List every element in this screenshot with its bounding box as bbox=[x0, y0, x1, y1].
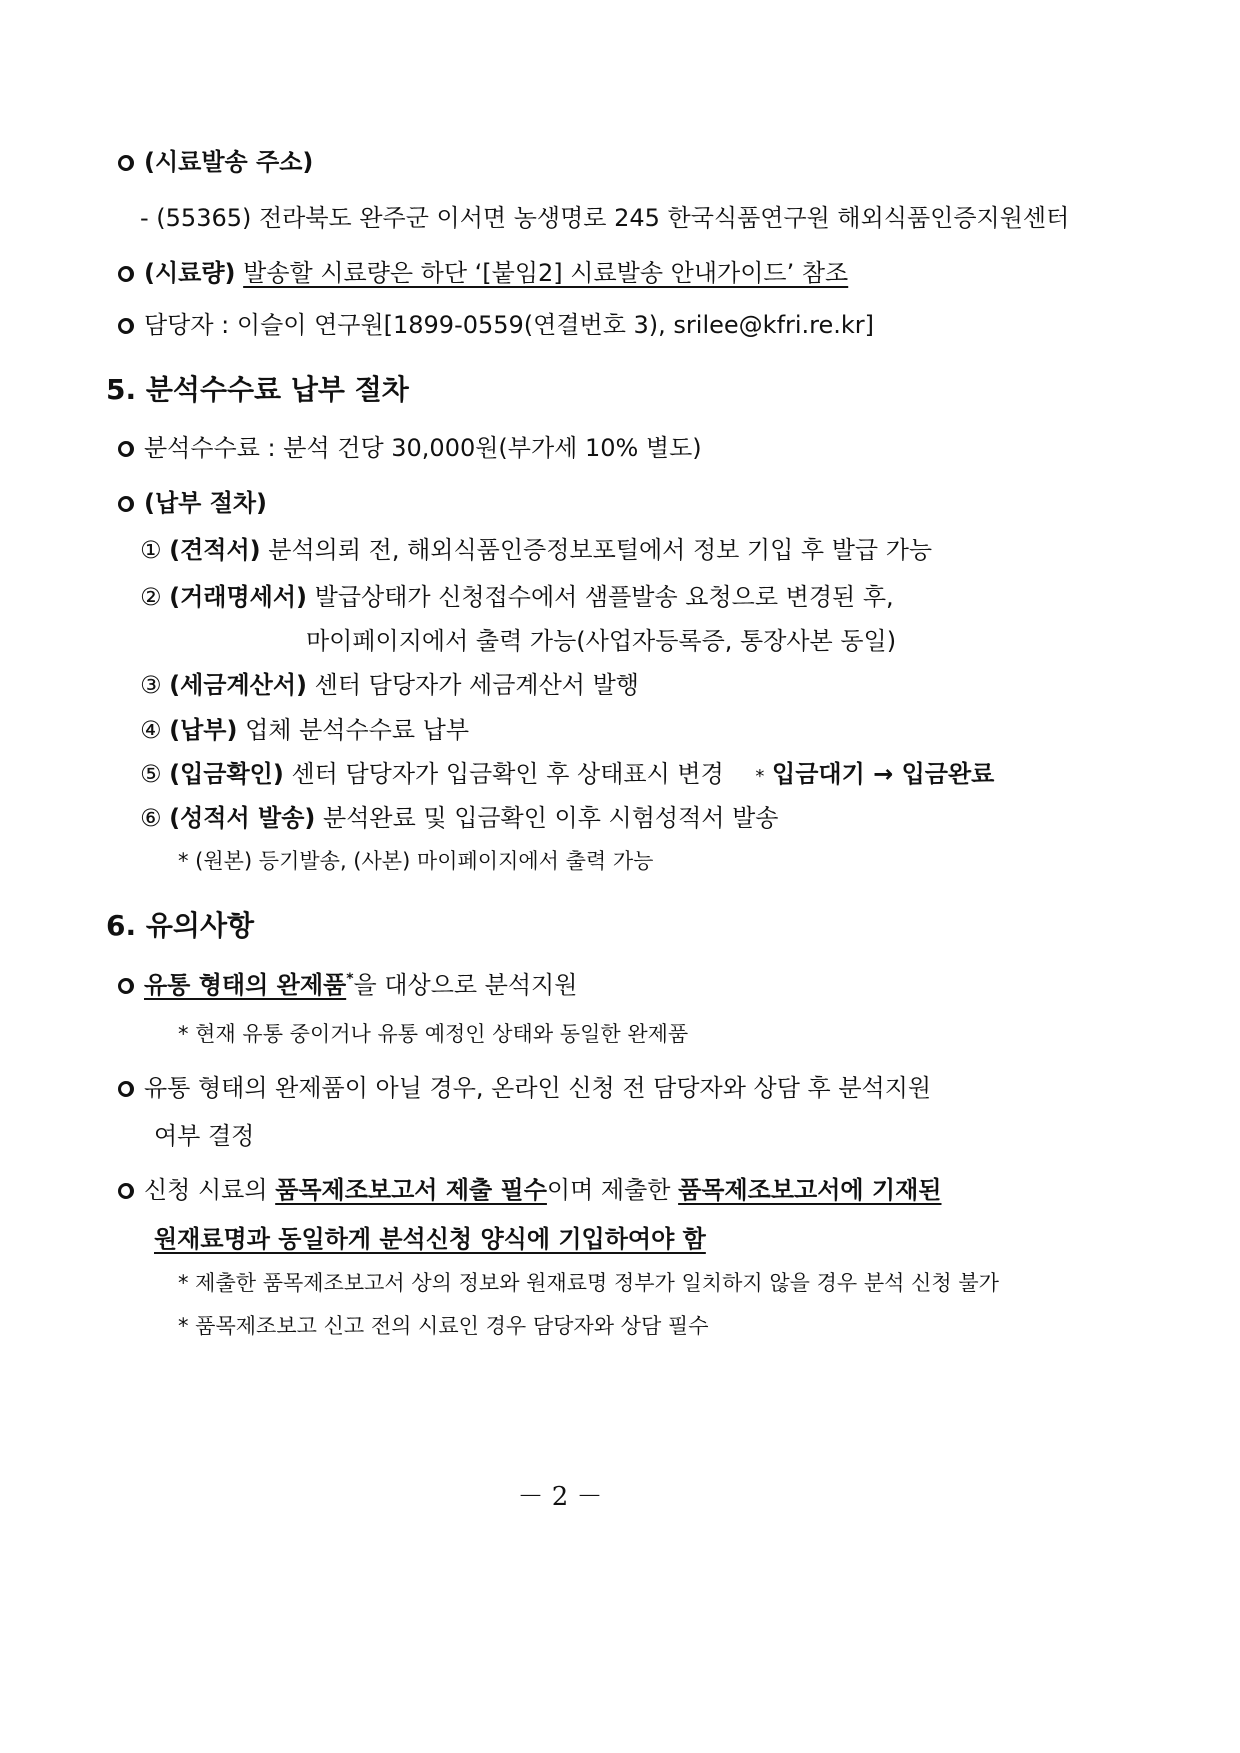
procedure-item bbox=[118, 483, 267, 518]
circle-bullet-icon bbox=[118, 441, 134, 457]
step-label: (납부) bbox=[169, 716, 238, 744]
circle-bullet-icon bbox=[118, 1081, 134, 1097]
sample-amount-label: (시료량) bbox=[144, 259, 236, 287]
step-number: ① bbox=[140, 536, 162, 564]
circle-bullet-icon bbox=[118, 155, 134, 171]
caution-item-3 bbox=[118, 1170, 942, 1205]
form-entry-emphasis: 원재료명과 동일하게 분석신청 양식에 기입하여야 함 bbox=[154, 1225, 706, 1253]
circle-bullet-icon bbox=[118, 266, 134, 282]
step-label: (견적서) bbox=[169, 536, 261, 564]
step-1 bbox=[140, 530, 932, 565]
status-change-note: 입금대기 → 입금완료 bbox=[772, 760, 995, 788]
step-label: (거래명세서) bbox=[169, 583, 308, 611]
caution-text: 을 대상으로 분석지원 bbox=[353, 971, 578, 999]
caution-text: 유통 형태의 완제품이 아닐 경우, 온라인 신청 전 담당자와 상담 후 분석지원 bbox=[144, 1074, 932, 1102]
step-2-continued: 마이페이지에서 출력 가능(사업자등록증, 통장사본 동일) bbox=[306, 627, 897, 655]
step-2 bbox=[140, 577, 894, 612]
address-value: - (55365) 전라북도 완주군 이서면 농생명로 245 한국식품연구원 해외식품인증지원센터 bbox=[140, 204, 1070, 232]
step-text: 센터 담당자가 세금계산서 발행 bbox=[314, 671, 639, 699]
section5-heading: 5. 분석수수료 납부 절차 bbox=[106, 373, 409, 406]
step-text: 센터 담당자가 입금확인 후 상태표시 변경 bbox=[291, 760, 724, 788]
step-5 bbox=[140, 754, 994, 789]
step-3 bbox=[140, 665, 639, 700]
step-number: ⑤ bbox=[140, 760, 162, 788]
step-6 bbox=[140, 798, 778, 833]
step-number: ③ bbox=[140, 671, 162, 699]
caution-item-2 bbox=[118, 1068, 931, 1103]
circle-bullet-icon bbox=[118, 1183, 134, 1199]
step-text: 업체 분석수수료 납부 bbox=[245, 716, 470, 744]
procedure-label: (납부 절차) bbox=[144, 489, 268, 517]
address-item bbox=[118, 142, 313, 177]
page-number: － 2 － bbox=[517, 1482, 603, 1512]
fee-text: 분석수수료 : 분석 건당 30,000원(부가세 10% 별도) bbox=[144, 434, 702, 462]
circle-bullet-icon bbox=[118, 978, 134, 994]
circle-bullet-icon bbox=[118, 496, 134, 512]
step-6-note: * (원본) 등기발송, (사본) 마이페이지에서 출력 가능 bbox=[178, 849, 654, 873]
step-text: 분석의뢰 전, 해외식품인증정보포털에서 정보 기입 후 발급 가능 bbox=[268, 536, 933, 564]
sample-amount-item bbox=[118, 253, 848, 288]
caution-text: 이며 제출한 bbox=[546, 1176, 679, 1204]
step-text: 분석완료 및 입금확인 이후 시험성적서 발송 bbox=[323, 804, 779, 832]
caution-item-2-continued: 여부 결정 bbox=[154, 1122, 255, 1150]
step-label: (세금계산서) bbox=[169, 671, 308, 699]
caution-item-3-continued bbox=[154, 1219, 706, 1254]
caution-item-1-note: * 현재 유통 중이거나 유통 예정인 상태와 동일한 완제품 bbox=[178, 1022, 689, 1046]
caution-item-3-note-1: * 제출한 품목제조보고서 상의 정보와 원재료명 정부가 일치하지 않을 경우 분석 신청 불가 bbox=[178, 1271, 999, 1295]
fee-item bbox=[118, 428, 702, 463]
contact-text: 담당자 : 이슬이 연구원[1899-0559(연결번호 3), srilee@kfri.re.kr] bbox=[144, 311, 875, 339]
step-text: 발급상태가 신청접수에서 샘플발송 요청으로 변경된 후, bbox=[314, 583, 894, 611]
footnote-marker: * bbox=[346, 971, 354, 987]
caution-text: 신청 시료의 bbox=[144, 1176, 276, 1204]
caution-item-3-note-2: * 품목제조보고 신고 전의 시료인 경우 담당자와 상담 필수 bbox=[178, 1314, 709, 1338]
step-number: ⑥ bbox=[140, 804, 162, 832]
step-label: (입금확인) bbox=[169, 760, 284, 788]
caution-item-1 bbox=[118, 965, 577, 1000]
finished-product-emphasis: 유통 형태의 완제품 bbox=[144, 971, 347, 999]
report-ingredients-emphasis: 품목제조보고서에 기재된 bbox=[678, 1176, 942, 1204]
address-label: (시료발송 주소) bbox=[144, 148, 314, 176]
sample-amount-value: 발송할 시료량은 하단 ‘[붙임2] 시료발송 안내가이드’ 참조 bbox=[243, 259, 849, 287]
step-number: ② bbox=[140, 583, 162, 611]
step-label: (성적서 발송) bbox=[169, 804, 316, 832]
contact-item bbox=[118, 305, 874, 340]
section6-heading: 6. 유의사항 bbox=[106, 909, 255, 942]
step-4 bbox=[140, 710, 469, 745]
circle-bullet-icon bbox=[118, 318, 134, 334]
report-required-emphasis: 품목제조보고서 제출 필수 bbox=[275, 1176, 547, 1204]
step-number: ④ bbox=[140, 716, 162, 744]
step-note-star: * bbox=[755, 766, 765, 787]
